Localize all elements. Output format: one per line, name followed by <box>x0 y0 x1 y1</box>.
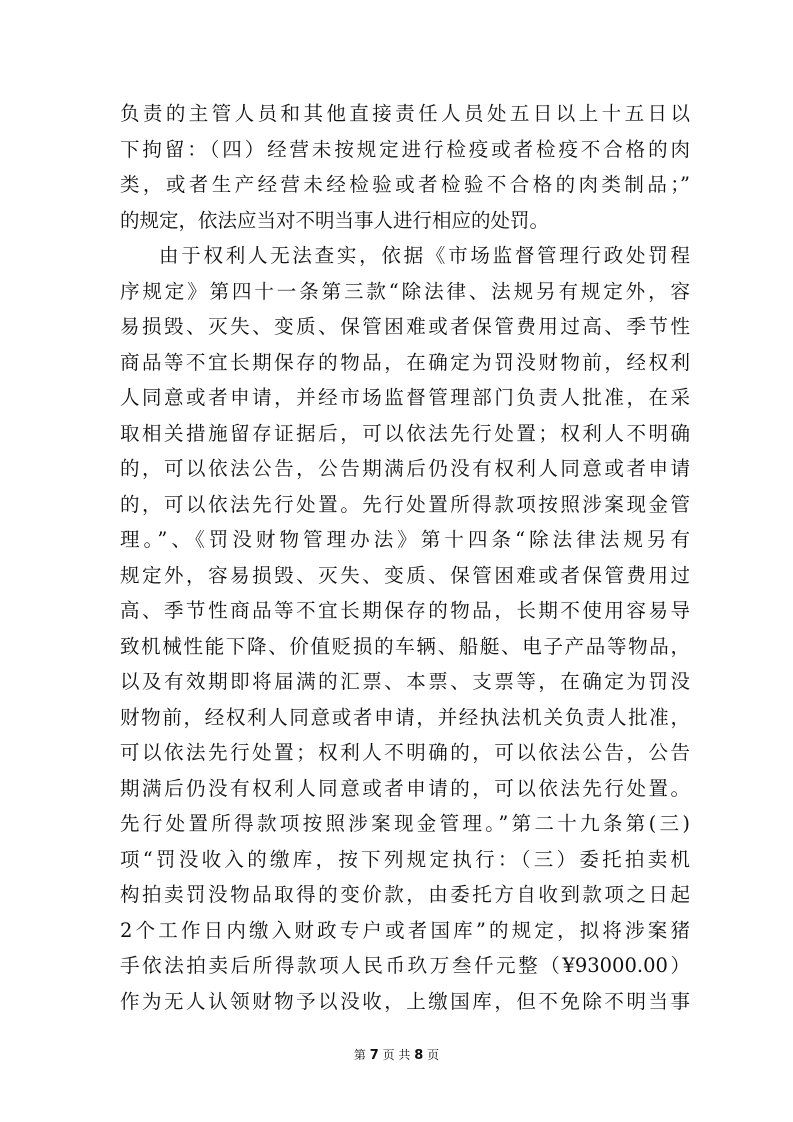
text-line: 的，可以依法先行处置。先行处置所得款项按照涉案现金管 <box>120 492 690 516</box>
text-line: 作为无人认领财物予以没收，上缴国库，但不免除不明当事 <box>120 989 690 1013</box>
text-line: 易损毁、灭失、变质、保管困难或者保管费用过高、季节性 <box>120 315 690 338</box>
text-line: 类，或者生产经营未经检验或者检验不合格的肉类制品；” <box>120 173 690 196</box>
text-line: 由于权利人无法查实，依据《市场监督管理行政处罚程 <box>159 244 690 267</box>
text-line: 以及有效期即将届满的汇票、本票、支票等，在确定为罚没 <box>120 670 690 693</box>
body-text <box>120 96 690 1019</box>
text-line: 可以依法先行处置；权利人不明确的，可以依法公告，公告 <box>120 741 690 764</box>
text-line: 2个工作日内缴入财政专户或者国库”的规定，拟将涉案猪 <box>120 918 690 942</box>
text-line: 先行处置所得款项按照涉案现金管理。”第二十九条第(三) <box>120 812 690 835</box>
text-line: 手依法拍卖后所得款项人民币玖万叁仟元整（¥93000.00） <box>120 954 690 977</box>
total-pages-number: 8 <box>414 1048 424 1063</box>
text-line: 取相关措施留存证据后，可以依法先行处置；权利人不明确 <box>120 421 690 445</box>
text-line: 财物前，经权利人同意或者申请，并经执法机关负责人批准， <box>120 705 690 729</box>
page-footer <box>0 1046 793 1063</box>
footer-prefix: 第 <box>353 1048 366 1062</box>
footer-suffix: 页 <box>427 1048 440 1062</box>
text-line: 下拘留：（四）经营未按规定进行检疫或者检疫不合格的肉 <box>120 137 690 161</box>
current-page-number: 7 <box>369 1048 379 1063</box>
text-line: 的规定，依法应当对不明当事人进行相应的处罚。 <box>120 208 550 232</box>
text-line: 项“罚没收入的缴库，按下列规定执行：（三）委托拍卖机 <box>120 847 690 871</box>
text-line: 负责的主管人员和其他直接责任人员处五日以上十五日以 <box>120 102 690 125</box>
footer-middle: 页 共 <box>382 1048 411 1062</box>
text-line: 的，可以依法公告，公告期满后仍没有权利人同意或者申请 <box>120 457 690 480</box>
text-line: 致机械性能下降、价值贬损的车辆、船艇、电子产品等物品， <box>120 634 690 658</box>
text-line: 商品等不宜长期保存的物品，在确定为罚没财物前，经权利 <box>120 350 690 374</box>
text-line: 序规定》第四十一条第三款“除法律、法规另有规定外，容 <box>120 279 690 303</box>
text-line: 期满后仍没有权利人同意或者申请的，可以依法先行处置。 <box>120 776 690 800</box>
text-line: 理。”、《罚没财物管理办法》第十四条“除法律法规另有 <box>120 528 690 551</box>
text-line: 高、季节性商品等不宜长期保存的物品，长期不使用容易导 <box>120 599 690 622</box>
text-line: 规定外，容易损毁、灭失、变质、保管困难或者保管费用过 <box>120 563 690 587</box>
text-line: 构拍卖罚没物品取得的变价款，由委托方自收到款项之日起 <box>120 883 690 906</box>
text-line: 人同意或者申请，并经市场监督管理部门负责人批准，在采 <box>120 386 690 409</box>
